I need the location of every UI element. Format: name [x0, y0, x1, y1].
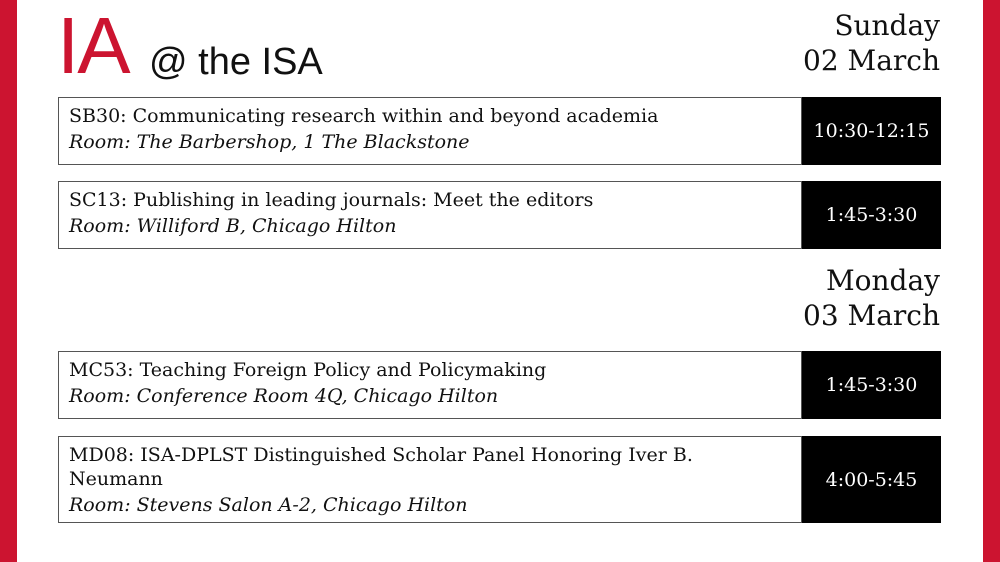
session-title: SB30: Communicating research within and beyond academia	[69, 105, 659, 127]
logo-mark: IA	[57, 1, 129, 90]
session-room: Room: The Barbershop, 1 The Blackstone	[69, 131, 470, 153]
session-time-badge: 4:00-5:45	[802, 436, 941, 523]
session-time-badge: 1:45-3:30	[802, 351, 941, 419]
session-title: SC13: Publishing in leading journals: Meet the editors	[69, 189, 594, 211]
day-weekday: Monday	[826, 264, 940, 297]
day-date: 03 March	[803, 299, 940, 332]
logo-subtitle: @ the ISA	[149, 41, 323, 83]
session-room: Room: Conference Room 4Q, Chicago Hilton	[69, 385, 499, 407]
day-heading-sunday	[803, 8, 940, 78]
left-accent-border	[0, 0, 17, 562]
right-accent-border	[983, 0, 1000, 562]
session-title: MC53: Teaching Foreign Policy and Policymaking	[69, 359, 547, 381]
session-time-badge: 1:45-3:30	[802, 181, 941, 249]
day-heading-monday	[803, 263, 940, 333]
session-card-sc13	[58, 181, 802, 249]
session-card-md08	[58, 436, 802, 523]
day-weekday: Sunday	[834, 9, 940, 42]
session-card-mc53	[58, 351, 802, 419]
day-date: 02 March	[803, 44, 940, 77]
session-room: Room: Williford B, Chicago Hilton	[69, 215, 397, 237]
session-room: Room: Stevens Salon A-2, Chicago Hilton	[69, 494, 468, 516]
session-title: MD08: ISA-DPLST Distinguished Scholar Panel Honoring Iver B. Neumann	[69, 444, 693, 490]
session-time-badge: 10:30-12:15	[802, 97, 941, 165]
session-card-sb30	[58, 97, 802, 165]
